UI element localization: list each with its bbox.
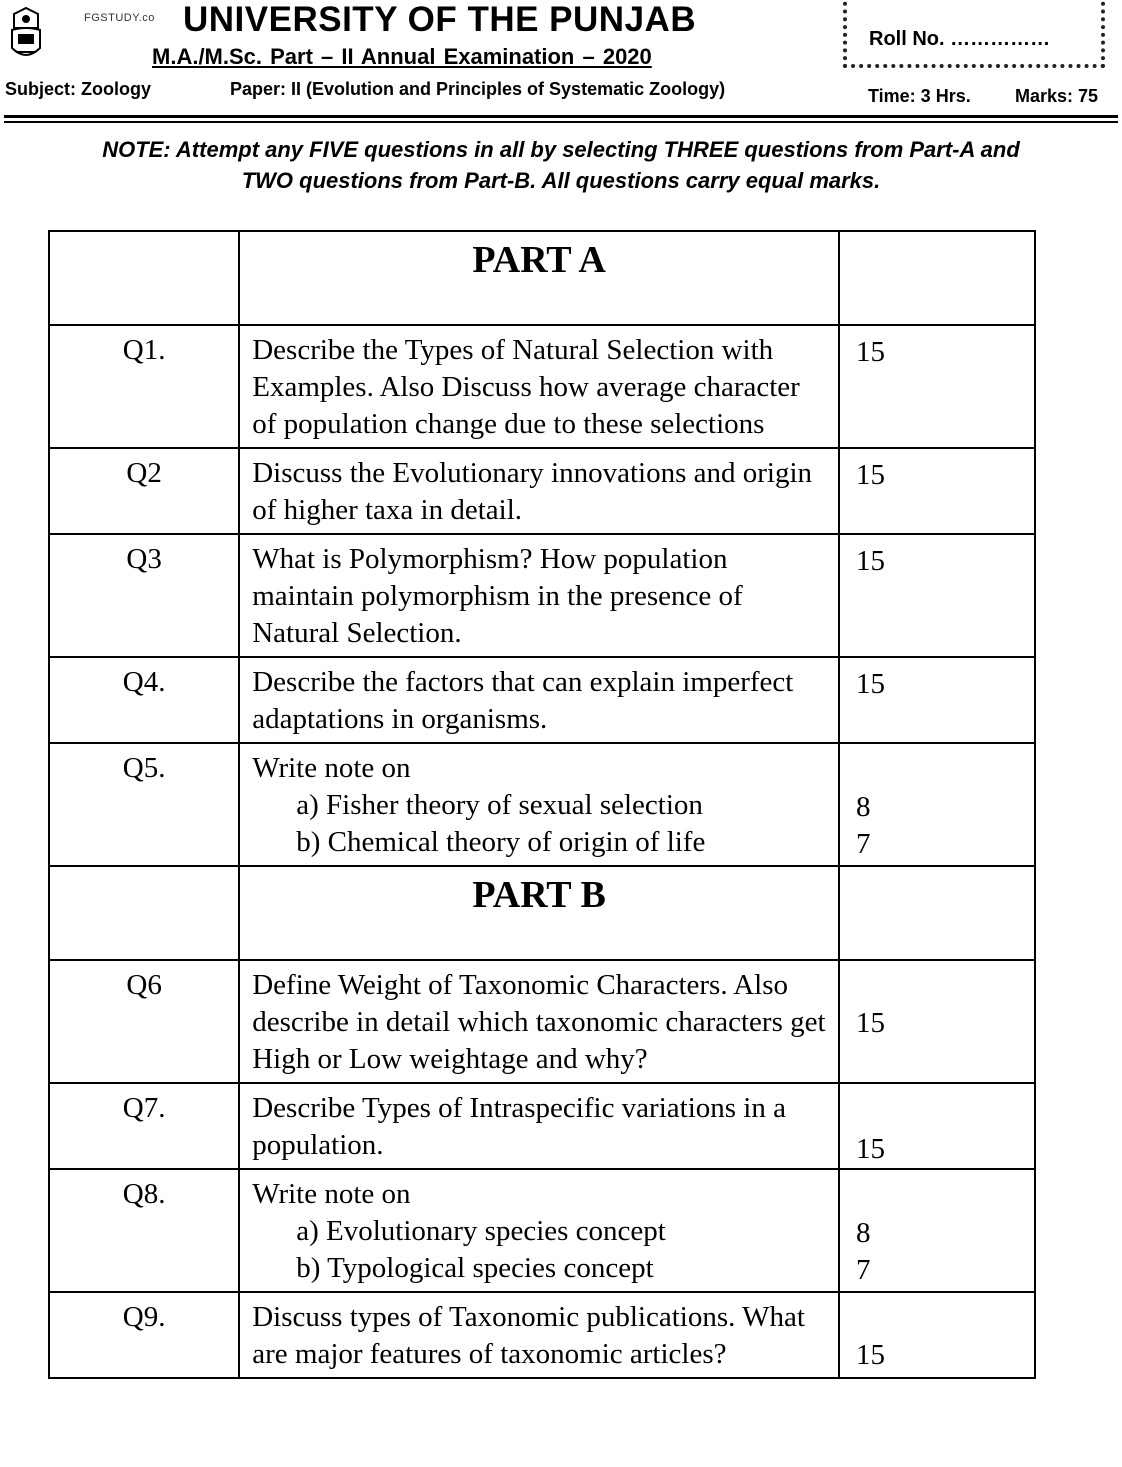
note-line-1: NOTE: Attempt any FIVE questions in all by selecting THREE questions from Part-A and — [102, 137, 1020, 162]
question-row — [49, 657, 1035, 743]
question-number: Q1. — [49, 325, 239, 448]
question-text-block — [239, 1169, 839, 1292]
question-number: Q2 — [49, 448, 239, 534]
question-row — [49, 1169, 1035, 1292]
question-text: Define Weight of Taxonomic Characters. Also describe in detail which taxonomic characters get High or Low weightage and why? — [239, 960, 839, 1083]
question-text: Write note on — [252, 752, 411, 784]
question-marks: 15 — [839, 325, 1035, 448]
sub-marks-a: 8 — [855, 1217, 871, 1249]
question-text: Discuss types of Taxonomic publications. What are major features of taxonomic articles? — [239, 1292, 839, 1378]
header-rule-secondary — [4, 121, 1118, 123]
question-marks: 15 — [839, 448, 1035, 534]
sub-marks-b: 7 — [855, 1254, 871, 1286]
sub-question-a: a) Evolutionary species concept — [296, 1215, 666, 1247]
roll-number-label: Roll No. …………… — [869, 28, 1051, 50]
sub-question-b: b) Chemical theory of origin of life — [296, 826, 706, 858]
sub-marks-b: 7 — [855, 828, 871, 860]
part-a-title: PART A — [239, 231, 839, 325]
sub-question-a: a) Fisher theory of sexual selection — [296, 789, 703, 821]
university-name: UNIVERSITY OF THE PUNJAB — [183, 0, 697, 39]
sub-question-b: b) Typological species concept — [296, 1252, 654, 1284]
question-row — [49, 448, 1035, 534]
question-marks-block — [839, 743, 1035, 866]
question-number: Q8. — [49, 1169, 239, 1292]
question-number: Q9. — [49, 1292, 239, 1378]
question-text: Discuss the Evolutionary innovations and origin of higher taxa in detail. — [239, 448, 839, 534]
question-text: What is Polymorphism? How population maintain polymorphism in the presence of Natural Selection. — [239, 534, 839, 657]
question-row — [49, 1292, 1035, 1378]
question-number: Q6 — [49, 960, 239, 1083]
question-text: Describe Types of Intraspecific variations in a population. — [239, 1083, 839, 1169]
roll-number-box — [843, 0, 1105, 68]
question-marks: 15 — [839, 1292, 1035, 1378]
question-marks: 15 — [839, 657, 1035, 743]
question-number: Q4. — [49, 657, 239, 743]
questions-table — [48, 230, 1036, 1379]
question-number: Q7. — [49, 1083, 239, 1169]
question-marks: 15 — [839, 1083, 1035, 1169]
question-row — [49, 325, 1035, 448]
subject-label: Subject: Zoology — [5, 79, 151, 99]
question-marks-block — [839, 1169, 1035, 1292]
marks-label: Marks: 75 — [1015, 86, 1099, 106]
question-row — [49, 534, 1035, 657]
question-marks: 15 — [839, 960, 1035, 1083]
university-crest-icon — [6, 6, 46, 66]
time-label: Time: 3 Hrs. — [868, 86, 971, 106]
exam-title: M.A./M.Sc. Part – II Annual Examination – 2020 — [152, 44, 652, 69]
question-text-block — [239, 743, 839, 866]
watermark-text: FGSTUDY.co — [84, 12, 155, 24]
question-marks: 15 — [839, 534, 1035, 657]
sub-marks-a: 8 — [855, 791, 871, 823]
question-row — [49, 960, 1035, 1083]
header-rule — [4, 115, 1118, 118]
part-b-header-row — [49, 866, 1035, 960]
part-b-title: PART B — [239, 866, 839, 960]
question-text: Write note on — [252, 1178, 411, 1210]
instructions-note — [30, 134, 1092, 196]
part-a-header-row — [49, 231, 1035, 325]
question-text: Describe the factors that can explain imperfect adaptations in organisms. — [239, 657, 839, 743]
question-text: Describe the Types of Natural Selection with Examples. Also Discuss how average character of population change due to these selections — [239, 325, 839, 448]
paper-label: Paper: II (Evolution and Principles of Systematic Zoology) — [230, 79, 726, 99]
question-number: Q3 — [49, 534, 239, 657]
question-row — [49, 743, 1035, 866]
question-number: Q5. — [49, 743, 239, 866]
question-row — [49, 1083, 1035, 1169]
note-line-2: TWO questions from Part-B. All questions carry equal marks. — [241, 168, 881, 193]
